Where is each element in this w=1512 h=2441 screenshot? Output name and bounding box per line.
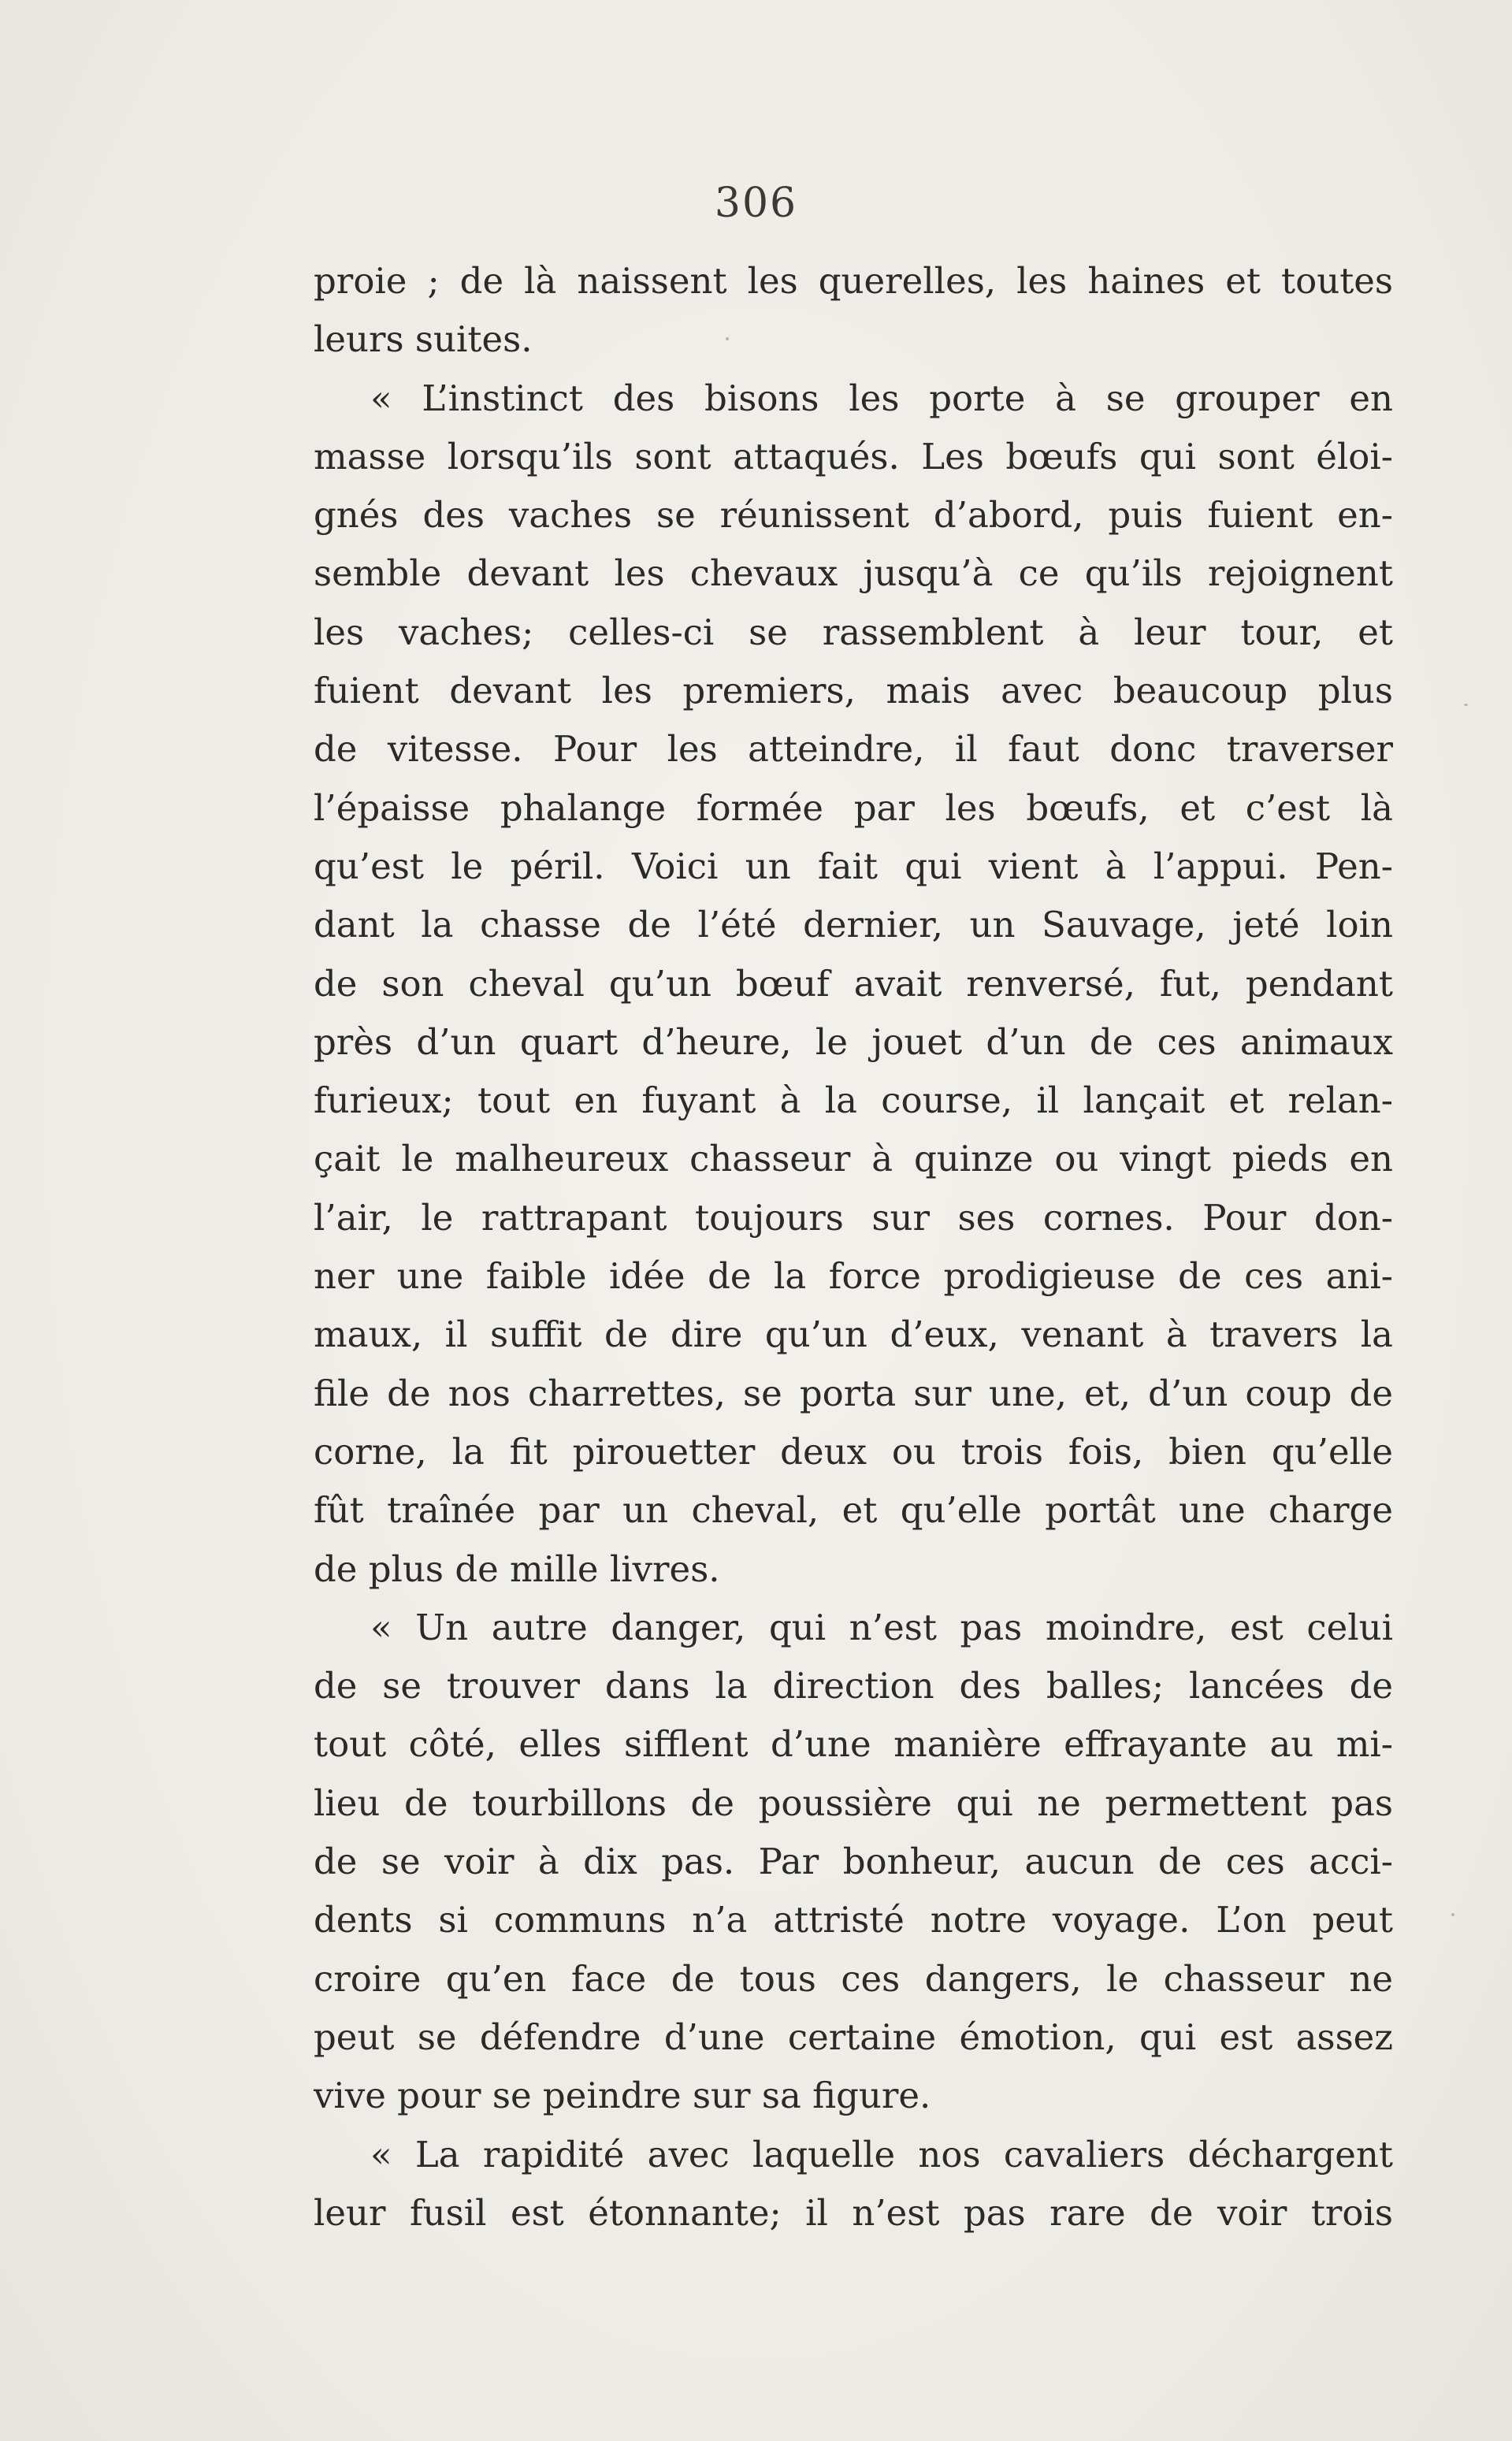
text-line: près d’un quart d’heure, le jouet d’un de ces animaux [314, 1020, 1393, 1063]
text-line: proie ; de là naissent les querelles, les haines et toutes [314, 260, 1393, 302]
text-line: furieux; tout en fuyant à la course, il lançait et relan- [314, 1079, 1393, 1122]
text-line: peut se défendre d’une certaine émotion, qui est assez [314, 2016, 1393, 2058]
text-line: croire qu’en face de tous ces dangers, le chasseur ne [314, 1957, 1393, 2000]
text-line: de se trouver dans la direction des balles; lancées de [314, 1665, 1393, 1707]
text-line: leur fusil est étonnante; il n’est pas rare de voir trois [314, 2191, 1393, 2234]
text-line: de vitesse. Pour les atteindre, il faut donc traverser [314, 728, 1393, 771]
text-line: l’épaisse phalange formée par les bœufs, et c’est là [314, 786, 1393, 829]
text-line: de se voir à dix pas. Par bonheur, aucun de ces acci- [314, 1841, 1393, 1883]
text-line: qu’est le péril. Voici un fait qui vient à l’appui. Pen- [314, 845, 1393, 887]
text-line: corne, la fit pirouetter deux ou trois fois, bien qu’elle [314, 1430, 1393, 1473]
text-line: l’air, le rattrapant toujours sur ses cornes. Pour don- [314, 1196, 1393, 1239]
text-line: lieu de tourbillons de poussière qui ne permettent pas [314, 1782, 1393, 1824]
text-line: « L’instinct des bisons les porte à se grouper en [370, 377, 1393, 419]
text-line: vive pour se peindre sur sa figure. [314, 2075, 931, 2117]
text-line: ner une faible idée de la force prodigieuse de ces ani- [314, 1255, 1393, 1298]
text-line: de son cheval qu’un bœuf avait renversé, fut, pendant [314, 962, 1393, 1005]
text-line: dents si communs n’a attristé notre voyage. L’on peut [314, 1899, 1393, 1941]
text-line: fût traînée par un cheval, et qu’elle portât une charge [314, 1489, 1393, 1532]
text-line: file de nos charrettes, se porta sur une, et, d’un coup de [314, 1372, 1393, 1414]
text-line: leurs suites. [314, 318, 533, 361]
text-line: gnés des vaches se réunissent d’abord, puis fuient en- [314, 494, 1393, 537]
page-number: 306 [714, 180, 798, 227]
text-line: çait le malheureux chasseur à quinze ou vingt pieds en [314, 1138, 1393, 1180]
text-line: semble devant les chevaux jusqu’à ce qu’ils rejoignent [314, 552, 1393, 595]
text-line: tout côté, elles sifflent d’une manière effrayante au mi- [314, 1723, 1393, 1766]
text-line: de plus de mille livres. [314, 1547, 720, 1590]
text-line: masse lorsqu’ils sont attaqués. Les bœufs qui sont éloi- [314, 435, 1393, 477]
text-line: « Un autre danger, qui n’est pas moindre, est celui [370, 1606, 1393, 1648]
text-line: maux, il suffit de dire qu’un d’eux, venant à travers la [314, 1313, 1393, 1356]
text-line: fuient devant les premiers, mais avec beaucoup plus [314, 670, 1393, 712]
text-line: « La rapidité avec laquelle nos cavaliers déchargent [370, 2133, 1393, 2175]
text-line: les vaches; celles-ci se rassemblent à leur tour, et [314, 611, 1393, 653]
body-text [314, 252, 1393, 2242]
text-line: dant la chasse de l’été dernier, un Sauvage, jeté loin [314, 904, 1393, 946]
